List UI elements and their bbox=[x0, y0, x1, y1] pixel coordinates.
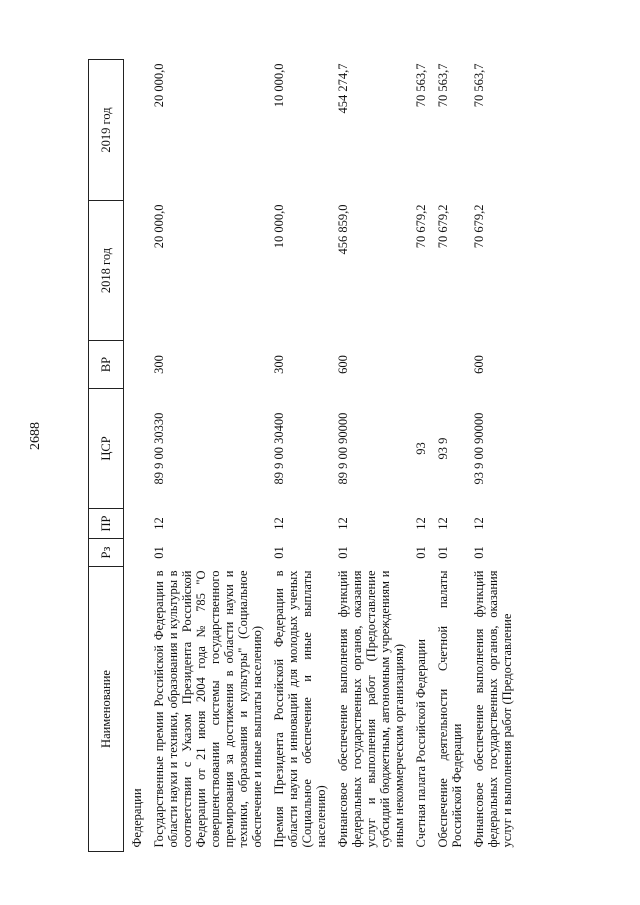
table-row bbox=[124, 60, 149, 852]
header-rz: Рз bbox=[89, 539, 124, 567]
cell-2019: 10 000,0 bbox=[272, 63, 286, 108]
cell-vr bbox=[410, 341, 432, 389]
cell-csr: 89 9 00 30330 bbox=[152, 412, 166, 485]
cell-rz: 01 bbox=[336, 546, 350, 559]
cell-2018: 70 679,2 bbox=[414, 204, 428, 249]
cell-2018: 70 679,2 bbox=[436, 204, 450, 249]
cell-rz: 01 bbox=[414, 546, 428, 559]
header-vr: ВР bbox=[89, 341, 124, 389]
header-pr: ПР bbox=[89, 509, 124, 539]
cell-2019: 70 563,7 bbox=[436, 63, 450, 108]
cell-2018: 20 000,0 bbox=[152, 204, 166, 249]
cell-name: Федерации bbox=[130, 788, 144, 848]
cell-name: Премия Президента Российской Федерации в области науки и инноваций для молодых ученых (Социальное обеспечение и иные выплаты населению) bbox=[272, 570, 328, 848]
cell-name: Счетная палата Российской Федерации bbox=[414, 639, 428, 848]
cell-vr: 600 bbox=[472, 355, 486, 374]
cell-2019: 70 563,7 bbox=[472, 63, 486, 108]
cell-vr bbox=[124, 341, 149, 389]
cell-pr: 12 bbox=[152, 517, 166, 530]
rotated-page-content bbox=[88, 60, 592, 852]
cell-2019 bbox=[124, 60, 149, 201]
cell-vr: 300 bbox=[272, 355, 286, 374]
cell-name: Государственные премии Российской Федерации в области науки и техники, образования и культуры в соответствии с Указом Президента Российской Федерации от 21 июня 2004 года № 785 "О совершенствовании системы государственного премирования за достижения в области науки и техники, образования и культуры" (Социальное обеспечение и иные выплаты населению) bbox=[152, 570, 264, 848]
cell-pr: 12 bbox=[336, 517, 350, 530]
budget-table bbox=[88, 59, 518, 852]
cell-2018: 70 679,2 bbox=[472, 204, 486, 249]
table-header bbox=[89, 60, 124, 852]
table-row bbox=[148, 60, 268, 852]
cell-2018 bbox=[124, 201, 149, 341]
cell-csr: 89 9 00 90000 bbox=[336, 412, 350, 485]
cell-rz bbox=[124, 539, 149, 567]
cell-rz: 01 bbox=[272, 546, 286, 559]
cell-rz: 01 bbox=[436, 546, 450, 559]
cell-rz: 01 bbox=[152, 546, 166, 559]
cell-2019: 70 563,7 bbox=[414, 63, 428, 108]
cell-2018: 456 859,0 bbox=[336, 204, 350, 255]
header-2018: 2018 год bbox=[89, 201, 124, 341]
cell-csr: 93 9 bbox=[436, 437, 450, 460]
cell-vr: 600 bbox=[336, 355, 350, 374]
cell-pr: 12 bbox=[414, 517, 428, 530]
cell-pr: 12 bbox=[272, 517, 286, 530]
cell-vr: 300 bbox=[152, 355, 166, 374]
cell-rz: 01 bbox=[472, 546, 486, 559]
table-row bbox=[468, 60, 518, 852]
cell-name: Обеспечение деятельности Счетной палаты Российской Федерации bbox=[436, 570, 464, 848]
table-row bbox=[268, 60, 332, 852]
cell-csr: 93 9 00 90000 bbox=[472, 412, 486, 485]
cell-2018: 10 000,0 bbox=[272, 204, 286, 249]
cell-2019: 454 274,7 bbox=[336, 63, 350, 114]
cell-vr bbox=[432, 341, 468, 389]
table-row bbox=[332, 60, 410, 852]
header-csr: ЦСР bbox=[89, 389, 124, 509]
cell-pr: 12 bbox=[472, 517, 486, 530]
table-row bbox=[432, 60, 468, 852]
cell-csr: 93 bbox=[414, 442, 428, 455]
cell-name: Финансовое обеспечение выполнения функций федеральных государственных органов, оказания услуг и выполнения работ (Предоставление субсидий бюджетным, автономным учреждениям и иным некоммерческим организациям) bbox=[336, 570, 406, 848]
cell-pr: 12 bbox=[436, 517, 450, 530]
cell-csr bbox=[124, 389, 149, 509]
header-name: Наименование bbox=[89, 567, 124, 852]
cell-csr: 89 9 00 30400 bbox=[272, 412, 286, 485]
header-2019: 2019 год bbox=[89, 60, 124, 201]
cell-pr bbox=[124, 509, 149, 539]
cell-2019: 20 000,0 bbox=[152, 63, 166, 108]
table-row bbox=[410, 60, 432, 852]
page-number: 2688 bbox=[28, 422, 43, 450]
cell-name: Финансовое обеспечение выполнения функций федеральных государственных органов, оказания услуг и выполнения работ (Предоставление bbox=[472, 570, 514, 848]
